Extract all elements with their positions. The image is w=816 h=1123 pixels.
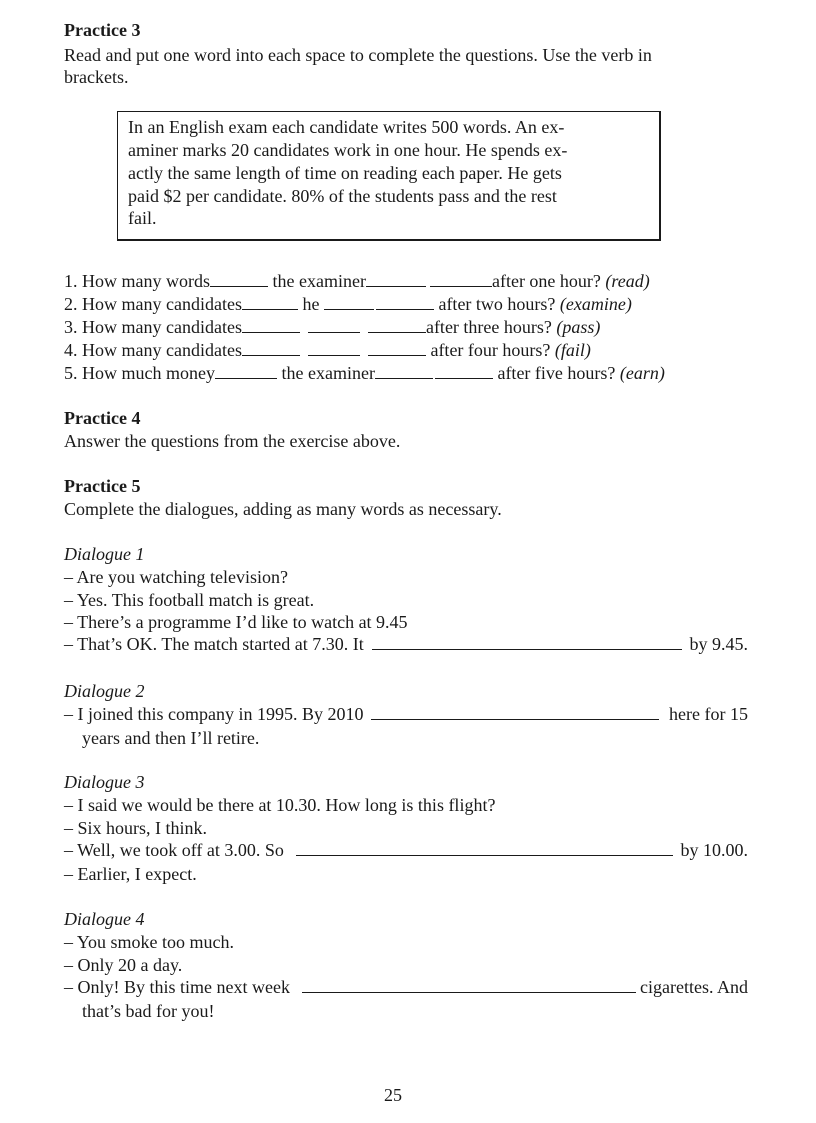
- dialogue-line: – Six hours, I think.: [64, 818, 208, 838]
- dialogue-line: – Yes. This football match is great.: [64, 590, 315, 610]
- verb-hint: (earn): [619, 363, 665, 383]
- question-4: [64, 340, 591, 361]
- answer-blank[interactable]: [430, 272, 492, 287]
- answer-blank[interactable]: [302, 978, 636, 993]
- question-text: 2. How many candidates: [64, 294, 242, 314]
- question-text: after two hours?: [433, 294, 560, 314]
- answer-blank[interactable]: [435, 364, 493, 379]
- dialogue-line-with-blank: [64, 634, 748, 655]
- question-3: [64, 317, 600, 338]
- question-text: the examiner: [268, 271, 366, 291]
- answer-blank[interactable]: [324, 295, 374, 310]
- exam-info-box: [117, 111, 661, 241]
- answer-blank[interactable]: [368, 341, 426, 356]
- dialogue-text: – I joined this company in 1995. By 2010: [64, 704, 364, 724]
- dialogue-line-with-blank: [64, 977, 748, 998]
- box-line: fail.: [128, 208, 157, 228]
- question-5: [64, 363, 665, 384]
- box-line: In an English exam each candidate writes 500 words. An ex-: [128, 117, 565, 137]
- question-text: 5. How much money: [64, 363, 215, 383]
- dialogue-text: by 10.00.: [680, 840, 748, 860]
- practice-3-heading: Practice 3: [64, 20, 141, 40]
- verb-hint: (examine): [559, 294, 632, 314]
- dialogue-line: that’s bad for you!: [82, 1001, 215, 1021]
- question-text: the examiner: [276, 363, 375, 383]
- question-text: after four hours?: [425, 340, 555, 360]
- question-text: after three hours?: [425, 317, 557, 337]
- box-line: aminer marks 20 candidates work in one hour. He spends ex-: [128, 140, 568, 160]
- question-text: 3. How many candidates: [64, 317, 242, 337]
- answer-blank[interactable]: [375, 364, 433, 379]
- dialogue-line: years and then I’ll retire.: [82, 728, 260, 748]
- dialogue-line: – There’s a programme I’d like to watch at 9.45: [64, 612, 408, 632]
- practice-5-heading: Practice 5: [64, 476, 141, 496]
- question-text: 1. How many words: [64, 271, 210, 291]
- question-text: after one hour?: [491, 271, 606, 291]
- dialogue-text: – Well, we took off at 3.00. So: [64, 840, 284, 860]
- practice-4-instruction: Answer the questions from the exercise above.: [64, 431, 401, 451]
- dialogue-text: – Only! By this time next week: [64, 977, 290, 997]
- dialogue-line-with-blank: [64, 704, 748, 725]
- answer-blank[interactable]: [308, 341, 360, 356]
- dialogue-text: – That’s OK. The match started at 7.30. It: [64, 634, 364, 654]
- answer-blank[interactable]: [296, 841, 673, 856]
- dialogue-4-title: Dialogue 4: [64, 909, 145, 929]
- answer-blank[interactable]: [368, 318, 426, 333]
- dialogue-line: – Earlier, I expect.: [64, 864, 197, 884]
- dialogue-text: by 9.45.: [689, 634, 748, 654]
- answer-blank[interactable]: [242, 341, 300, 356]
- practice-3-instruction-line-2: brackets.: [64, 67, 129, 87]
- answer-blank[interactable]: [242, 318, 300, 333]
- answer-blank[interactable]: [372, 635, 682, 650]
- practice-3-instruction-line-1: Read and put one word into each space to complete the questions. Use the verb in: [64, 45, 652, 65]
- question-1: [64, 271, 650, 292]
- verb-hint: (read): [605, 271, 650, 291]
- question-text: after five hours?: [492, 363, 620, 383]
- answer-blank[interactable]: [376, 295, 434, 310]
- practice-4-heading: Practice 4: [64, 408, 141, 428]
- answer-blank[interactable]: [371, 705, 659, 720]
- question-text: he: [297, 294, 324, 314]
- dialogue-line: – Are you watching television?: [64, 567, 288, 587]
- verb-hint: (pass): [556, 317, 601, 337]
- dialogue-line: – Only 20 a day.: [64, 955, 183, 975]
- question-2: [64, 294, 632, 315]
- dialogue-2-title: Dialogue 2: [64, 681, 145, 701]
- box-line: paid $2 per candidate. 80% of the students pass and the rest: [128, 186, 557, 206]
- dialogue-line: – I said we would be there at 10.30. How long is this flight?: [64, 795, 496, 815]
- dialogue-line-with-blank: [64, 840, 748, 861]
- answer-blank[interactable]: [215, 364, 277, 379]
- answer-blank[interactable]: [366, 272, 426, 287]
- dialogue-line: – You smoke too much.: [64, 932, 235, 952]
- dialogue-text: here for 15: [669, 704, 748, 724]
- dialogue-1-title: Dialogue 1: [64, 544, 145, 564]
- answer-blank[interactable]: [308, 318, 360, 333]
- page-number: 25: [384, 1085, 402, 1105]
- verb-hint: (fail): [554, 340, 591, 360]
- box-line: actly the same length of time on reading each paper. He gets: [128, 163, 562, 183]
- dialogue-text: cigarettes. And: [640, 977, 748, 997]
- answer-blank[interactable]: [210, 272, 268, 287]
- dialogue-3-title: Dialogue 3: [64, 772, 145, 792]
- question-text: 4. How many candidates: [64, 340, 242, 360]
- answer-blank[interactable]: [242, 295, 298, 310]
- practice-5-instruction: Complete the dialogues, adding as many words as necessary.: [64, 499, 502, 519]
